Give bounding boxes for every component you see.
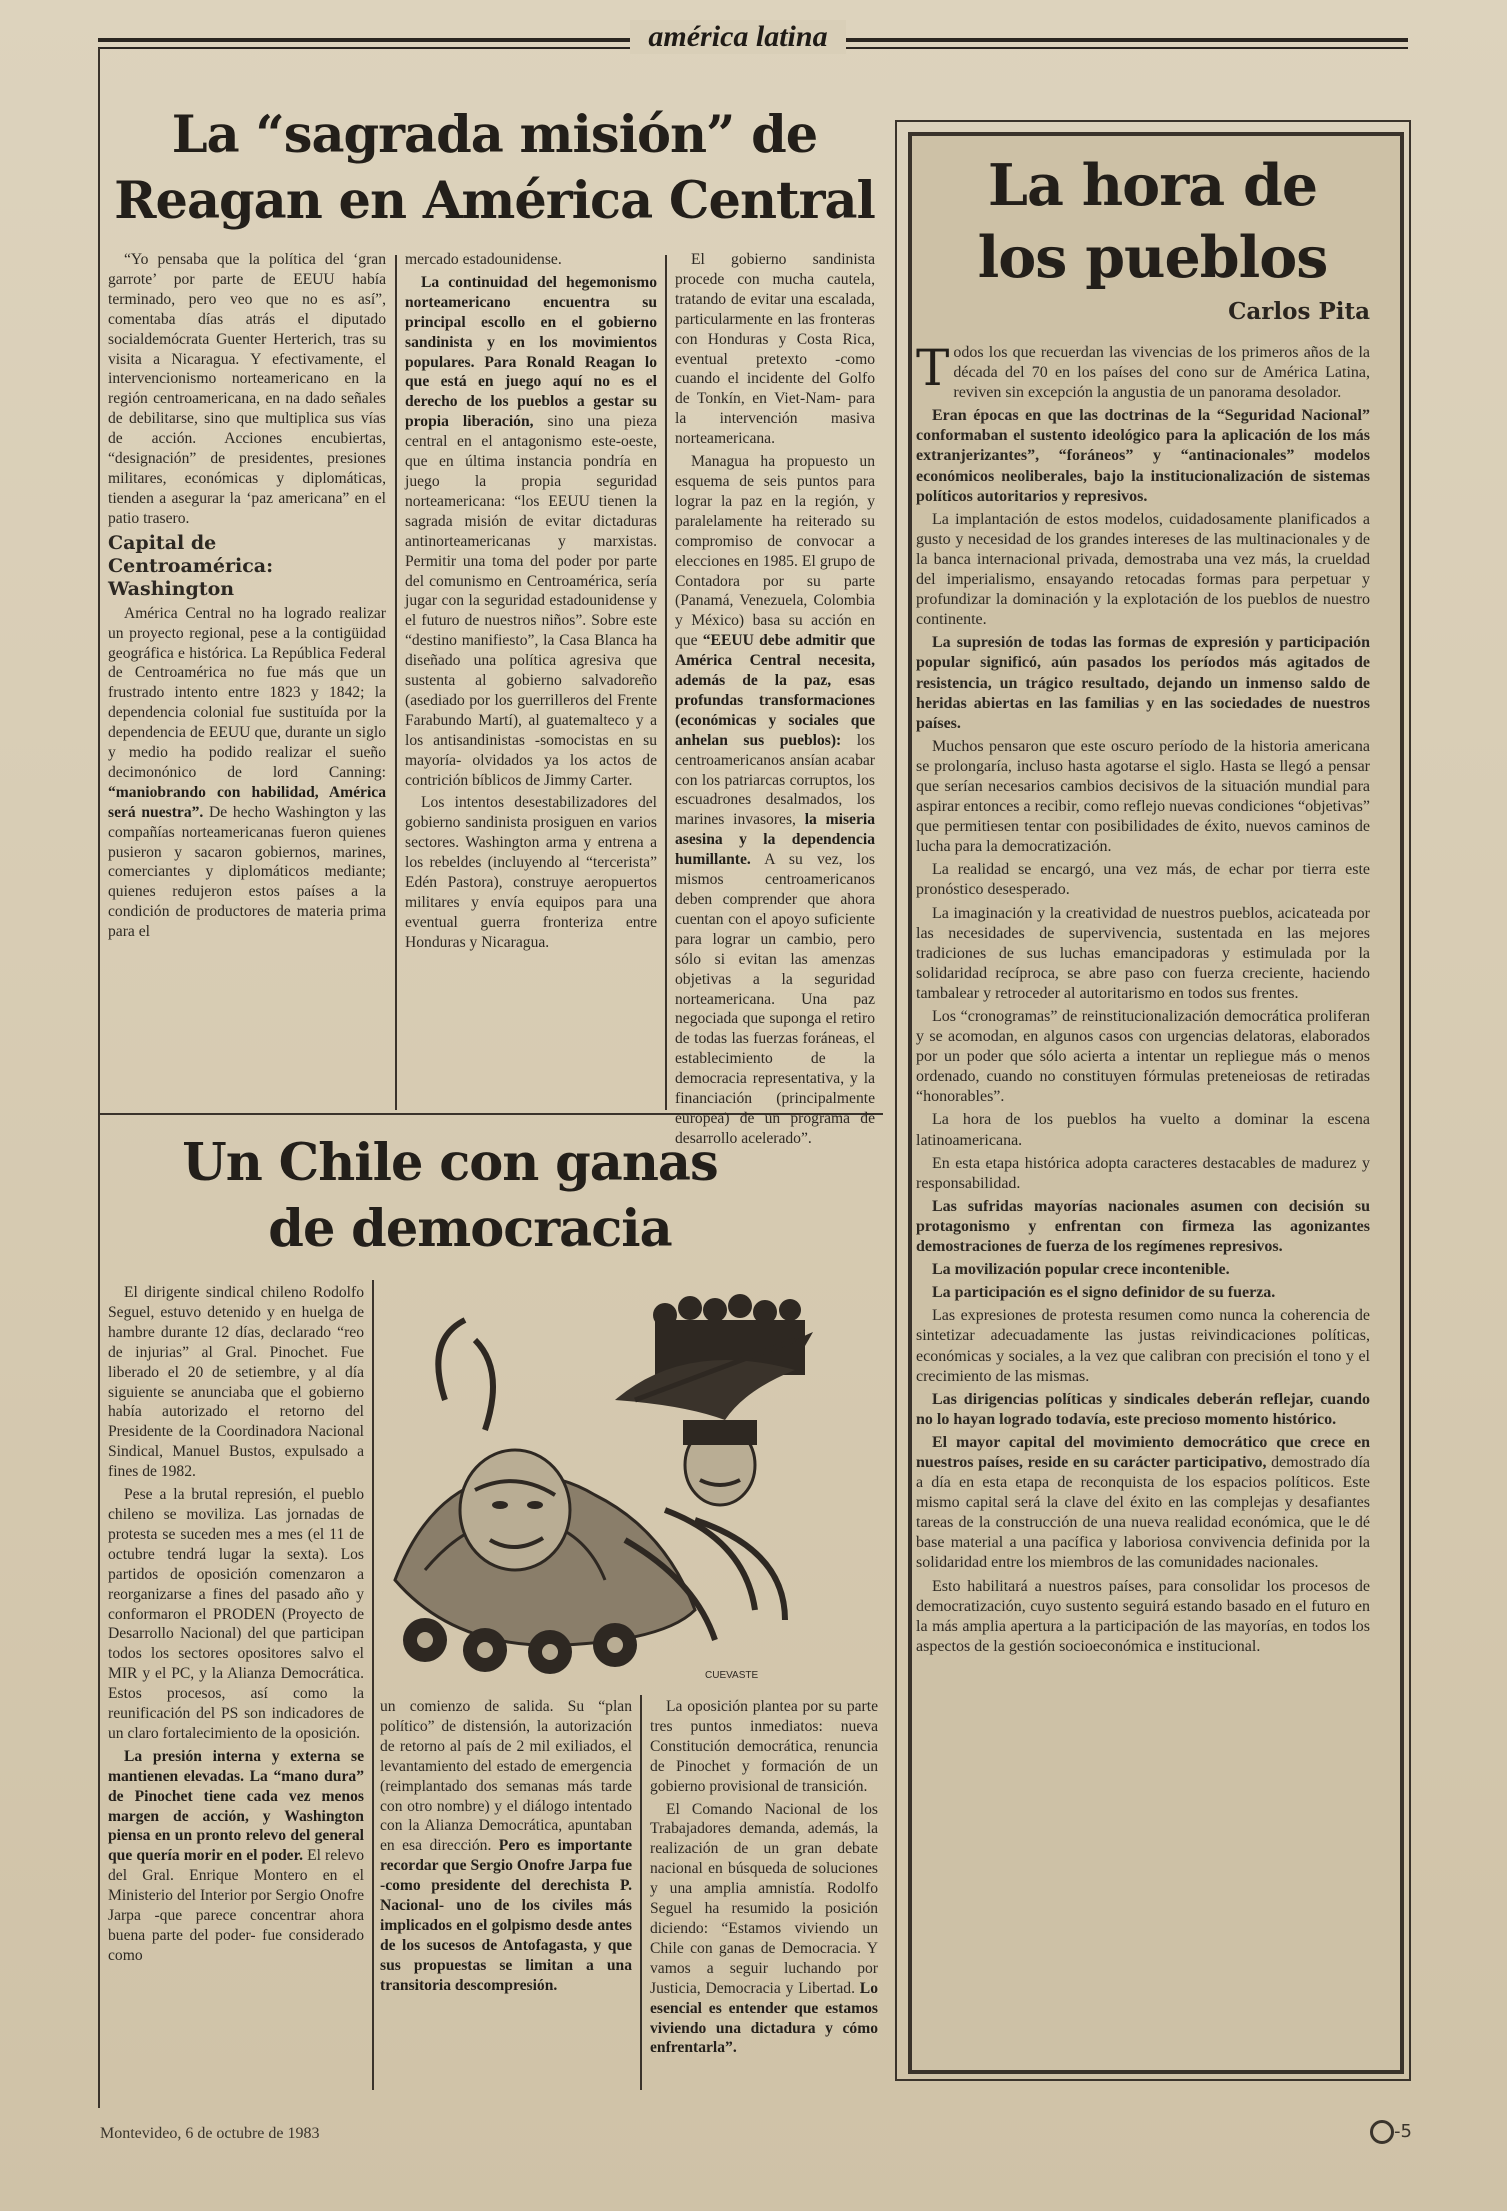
sidebar-paragraph-13: La participación es el signo definidor de su fuerza. [932, 1284, 1276, 1302]
sidebar-paragraph-12: La movilización popular crece incontenible. [932, 1261, 1230, 1279]
sidebar-paragraph-3: La implantación de estos modelos, cuidadosamente planificados a gusto y necesidad de los grandes intereses de las multinacionales y de la banca internacional privada, demostraba una vez más, la crueldad del imperialismo, ensayando retocadas formas para perpetuar y profundizar la dominación y la explotación de los pueblos de nuestro continente. [916, 510, 1370, 629]
sidebar-paragraph-9: La hora de los pueblos ha vuelto a dominar la escena latinoamericana. [916, 1111, 1370, 1149]
article1-col1-paragraph: “Yo pensaba que la política del ‘gran garrote’ por parte de EEUU había terminado, pero veo que no es así”, comentaba días atrás el diputado socialdemócrata Guenter Herterich, tras su visita a Nicaragua. Y efectivamente, el intervencionismo norteamericano en la región centroamericana, en na dado señales de debilitarse, sino que multiplica sus vías de acción. Acciones encubiertas, “designación” de presidentes, presiones militares, económicas y diplomáticas, tienden a asegurar la ‘paz americana” en el patio trasero. [108, 251, 386, 527]
caricature-signature: CUEVASTE [705, 1670, 759, 1681]
sidebar-paragraph-7: La imaginación y la creatividad de nuestros pueblos, acicateada por las necesidades de supervivencia, sustentada en las mejores tradiciones de sus luchas emancipadoras y estimulada por la solidaridad recíproca, se abre paso con fuerza creciente, haciendo tambalear y retroceder al autoritarismo en todos sus frentes. [916, 904, 1370, 1002]
article2-col1-paragraph: El dirigente sindical chileno Rodolfo Seguel, estuvo detenido y en huelga de hambre durante 12 días, declarado “reo de injurias” al Gral. Pinochet. Fue liberado el 20 de setiembre, y al día siguiente se anunciaba que el gobierno había autorizado el retorno del Presidente de la Coordinadora Nacional Sindical, Manuel Bustos, expulsado a fines de 1982. [108, 1284, 364, 1481]
article1-headline-line2: Reagan en América Central [114, 171, 875, 231]
article2-headline [140, 1130, 760, 1262]
article2-column-3 [650, 1697, 878, 2097]
article1-column-1 [108, 250, 386, 1108]
column-rule-a1-2 [665, 255, 667, 1110]
sidebar-paragraph-8: Los “cronogramas” de reinstitucionalización democrática proliferan y se acomodan, en algunos casos con urgencias delatoras, elaborados por un poder que sólo acierta a intentar un repliegue más o menos ordenado, cuando no constituyen fórmulas preteneiosas de retiradas “honorables”. [916, 1008, 1370, 1106]
article2-col3-paragraph-2: El Comando Nacional de los Trabajadores demanda, además, la realización de un gran debate nacional en búsqueda de soluciones y una amplia amnistía. Rodolfo Seguel ha resumido la posición diciendo: “Estamos viviendo un Chile con ganas de Democracia. Y vamos a seguir luchando por Justicia, Democracia y Libertad. Lo esencial es entender que estamos viviendo una dictadura y cómo enfrentarla”. [650, 1800, 878, 2057]
page-number: -5 [1370, 2120, 1412, 2144]
article2-column-1 [108, 1283, 364, 2095]
column-rule-a1-1 [395, 255, 397, 1110]
article1-col2-paragraph-2: Los intentos desestabilizadores del gobierno sandinista prosiguen en varios sectores. Washington arma y entrena a los rebeldes (incluyendo al “tercerista” Edén Pastora), construye aeropuertos militares y envía equipos para una eventual guerra fronteriza entre Honduras y Nicaragua. [405, 794, 657, 951]
article2-headline-line1: Un Chile con ganas [182, 1133, 718, 1193]
pinochet-caricature [365, 1280, 815, 1685]
canning-quote: “maniobrando con habilidad, América será nuestra”. [108, 783, 386, 821]
sidebar-paragraph-11: Las sufridas mayorías nacionales asumen con decisión su protagonismo y enfrentan con firmeza las agonizantes demostraciones de fuerza de los regímenes represivos. [916, 1197, 1370, 1256]
caricature-drawing [365, 1280, 815, 1685]
article2-headline-line2: de democracia [268, 1199, 672, 1259]
column-rule-a2-2 [640, 1695, 642, 2090]
sidebar-title [930, 150, 1375, 294]
sidebar-byline: Carlos Pita [1228, 298, 1370, 325]
sidebar-title-line1: La hora de [987, 152, 1318, 219]
sidebar-body [916, 339, 1371, 2058]
publisher-logo-icon [1370, 2120, 1394, 2144]
section-label: américa latina [630, 20, 846, 54]
article2-col1-paragraph-3: La presión interna y externa se mantienen elevadas. La “mano dura” de Pinochet tiene cada vez menos margen de acción, y Washington piensa en un pronto relevo del general que quería morir en el poder. El relevo del Gral. Enrique Montero en el Ministerio del Interior por Sergio Onofre Jarpa -que parece concentrar ahora buena parte del poder- fue considerado como [108, 1747, 364, 1964]
sidebar-paragraph-2: Eran épocas en que las doctrinas de la “Seguridad Nacional” conformaban el sustento ideológico para la aplicación de los más extranjerizantes”, “foráneos” y “antinacionales” modelos económicos neoliberales, bajo la institucionalización de sistemas políticos autoritarios y represivos. [916, 407, 1370, 505]
article1-column-3 [675, 250, 875, 1147]
article1-col2-paragraph: La continuidad del hegemonismo norteamericano encuentra su principal escollo en el gobierno sandinista y en los movimientos populares. Para Ronald Reagan lo que está en juego aquí no es el derecho de los pueblos a gestar su propia liberación, sino una pieza central en el antagonismo este-oeste, que en última instancia pondría en juego la propia seguridad norteamericana: “los EEUU tienen la sagrada misión de evitar dictaduras antinorteamericanas y marxistas. Permitir una toma del poder por parte del comunismo en Centroamérica, sería jugar con la seguridad estadounidense y el futuro de nuestros niños”. Sobre este “destino manifiesto”, la Casa Blanca ha diseñado una política agresiva que sustenta al gobierno salvadoreño (asediado por los guerrilleros del Frente Farabundo Martí), al guatemalteco y a los antisandinistas -somocistas en su mayoría- olvidados ya los actos de contrición bíblicos de Jimmy Carter. [405, 273, 657, 789]
article1-col2-carryover: mercado estadounidense. [405, 251, 562, 268]
article2-column-2 [380, 1697, 632, 2097]
column-rule-left [98, 48, 100, 2108]
article1-headline-line1: La “sagrada misión” de [171, 105, 818, 165]
sidebar-paragraph-16: El mayor capital del movimiento democrático que crece en nuestros países, reside en su carácter participativo, demostrado día a día en esta etapa de reconquista de los espacios políticos. Este mismo capital será la clave del éxito en las complejas y desafiantes tareas de la construcción de una nueva realidad económica, que le dé base material a una pacífica y laboriosa convivencia definida por la solidaridad entre los miembros de las comunidades nacionales. [916, 1433, 1371, 1572]
sidebar-title-line2: los pueblos [977, 224, 1328, 291]
sidebar-paragraph-6: La realidad se encargó, una vez más, de echar por tierra este pronóstico desesperado. [916, 861, 1370, 899]
sidebar-paragraph-4: La supresión de todas las formas de expresión y participación popular significó, aún pasados los períodos más agitados de resistencia, un trágico resultado, dejando un inmenso saldo de heridas abiertas en las familias y en las sociedades de nuestros países. [916, 634, 1370, 732]
article1-subhead: Capital de Centroamérica: Washington [108, 531, 274, 600]
article2-col1-paragraph-2: Pese a la brutal represión, el pueblo chileno se moviliza. Las jornadas de protesta se suceden mes a mes (el 11 de octubre tendrá lugar la sexta). Los partidos de oposición comenzaron a reorganizarse a fines del pasado año y conformaron el PRODEN (Proyecto de Desarrollo Nacional) del que participan todos los sectores opositores salvo el MIR y el PC, y la Alianza Democrática. Estos procesos, así como la reunificación del PS son indicadores de un claro fortalecimiento de la oposición. [108, 1486, 364, 1742]
article2-col3-paragraph: La oposición plantea por su parte tres puntos inmediatos: nueva Constitución democrática, renuncia de Pinochet y formación de un gobierno provisional de transición. [650, 1698, 878, 1795]
sidebar-paragraph-17: Esto habilitará a nuestros países, para consolidar los procesos de democratización, cuyo sustento seguirá estando basado en el futuro en la más amplia apertura a la participación de las mayorías, en todos los aspectos de la gestión socioeconómica e institucional. [916, 1577, 1370, 1655]
article1-headline [102, 102, 887, 234]
article1-col3-paragraph-2: Managua ha propuesto un esquema de seis puntos para lograr la paz en la región, y paralelamente ha reiterado su compromiso de convocar a elecciones en 1985. El grupo de Contadora por su parte (Panamá, Venezuela, Colombia y México) basa su acción en que “EEUU debe admitir que América Central necesita, además de la paz, esas profundas transformaciones (económicas y sociales que anhelan sus pueblos): los centroamericanos ansían acabar con los patriarcas corruptos, los escuadrones desalmados, los marines invasores, la miseria asesina y la dependencia humillante. A su vez, los mismos centroamericanos deben comprender que ahora cuentan con el apoyo suficiente para lograr un cambio, pero sólo si evitan las amenzas objetivas a la seguridad norteamericana. Una paz negociada que suponga el retiro de todas las fuerzas foráneas, el establecimiento de la democracia representativa, y la financiación (principalmente europea) de un programa de desarrollo acelerado”. [675, 453, 875, 1147]
sidebar-paragraph-10: En esta etapa histórica adopta caracteres destacables de madurez y responsabilidad. [916, 1154, 1370, 1192]
drop-cap: T [916, 339, 950, 397]
sidebar-paragraph-15: Las dirigencias políticas y sindicales deberán reflejar, cuando no lo hayan logrado todavía, este precioso momento histórico. [916, 1390, 1370, 1428]
article2-col2-paragraph: un comienzo de salida. Su “plan político” de distensión, la autorización de retorno al país de 2 mil exiliados, el levantamiento del estado de emergencia (reimplantado dos semanas más tarde con otro nombre) y el diálogo intentado con la Alianza Democrática, apuntaban en esa dirección. Pero es importante recordar que Sergio Onofre Jarpa fue -como presidente del derechista P. Nacional- uno de los civiles más implicados en el golpismo desde antes de los sucesos de Antofagasta, y que sus propuestas se limitan a una transitoria descompresión. [380, 1698, 632, 1994]
sidebar-paragraph-14: Las expresiones de protesta resumen como nunca la coherencia de sintetizar adecuadamente las justas reivindicaciones políticas, económicas y sociales, a la vez que calibran con precisión el tono y el crecimiento de las mismas. [916, 1307, 1370, 1385]
dateline: Montevideo, 6 de octubre de 1983 [100, 2125, 320, 2142]
article1-col3-paragraph: El gobierno sandinista procede con mucha cautela, tratando de evitar una escalada, particularmente en las fronteras con Honduras y Costa Rica, eventual pretexto -como cuando el incidente del Golfo de Tonkín, en Viet-Nam- para la intervención masiva norteamericana. [675, 251, 875, 448]
article1-column-2 [405, 250, 657, 1108]
sidebar-paragraph-1: Todos los que recuerdan las vivencias de los primeros años de la década del 70 en los países del cono sur de América Latina, reviven sin excepción la angustia de un panorama desolador. [916, 339, 1370, 402]
article1-col1-paragraph-2: América Central no ha logrado realizar un proyecto regional, pese a la contigüidad geográfica e histórica. La República Federal de Centroamérica no fue más que un frustrado intento entre 1823 y 1842; la dependencia colonial fue sustituída por la dependencia de EEUU que, durante un siglo y medio ha podido realizar el sueño decimonónico de lord Canning: “maniobrando con habilidad, América será nuestra”. De hecho Washington y las compañías norteamericanas fueron quienes pusieron y sacaron gobiernos, marines, comerciantes y diplomáticos mediante; quienes redujeron estos países a la condición de productores de materia prima para el [108, 604, 386, 941]
sidebar-paragraph-5: Muchos pensaron que este oscuro período de la historia americana se prolongaría, incluso hasta agotarse el siglo. Hasta se llegó a pensar que serían necesarios cambios decisivos de la situación mundial para aspirar entonces a recibir, como reflejo nuevas condiciones “objetivas” que permitiesen tentar con posibilidades de éxito, nuevos caminos de lucha para la democratización. [916, 737, 1370, 856]
